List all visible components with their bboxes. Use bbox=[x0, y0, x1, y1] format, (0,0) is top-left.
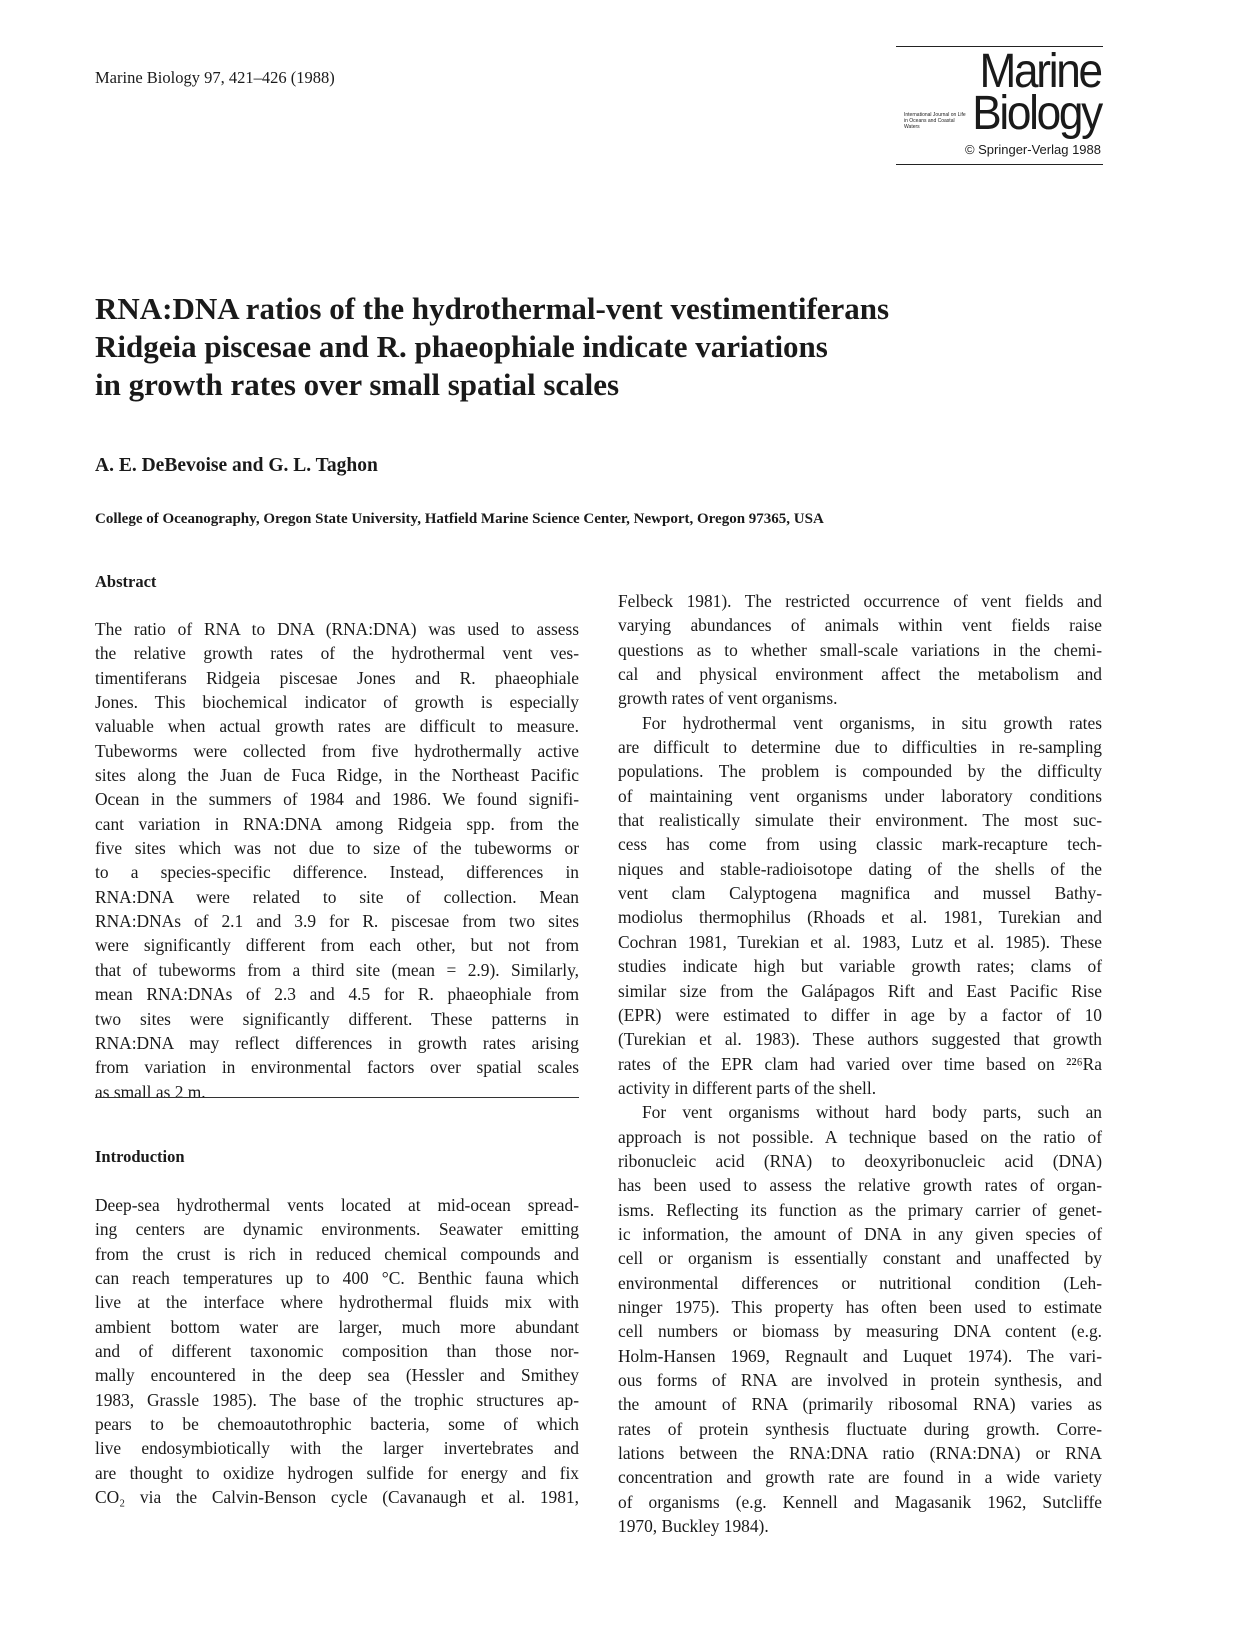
abstract-line: Ocean in the summers of 1984 and 1986. We found signifi- bbox=[95, 789, 579, 810]
logo-rule-bottom bbox=[896, 164, 1103, 165]
abstract-line: Tubeworms were collected from five hydrothermally active bbox=[95, 740, 579, 761]
intro-line: ambient bottom water are larger, much more abundant bbox=[95, 1316, 579, 1337]
intro-line: of organisms (e.g. Kennell and Magasanik 1962, Sutcliffe bbox=[618, 1491, 1102, 1512]
intro-line: studies indicate high but variable growth rates; clams of bbox=[618, 956, 1102, 977]
abstract-line: RNA:DNA may reflect differences in growth rates arising bbox=[95, 1032, 579, 1053]
intro-line: 1983, Grassle 1985). The base of the trophic structures ap- bbox=[95, 1389, 579, 1410]
logo-tagline: International Journal on Life in Oceans and Coastal Waters bbox=[904, 112, 966, 130]
abstract-line: RNA:DNA were related to site of collection. Mean bbox=[95, 886, 579, 907]
intro-line: has been used to assess the relative growth rates of organ- bbox=[618, 1175, 1102, 1196]
intro-line: For vent organisms without hard body parts, such an bbox=[642, 1102, 1102, 1123]
title-line: RNA:DNA ratios of the hydrothermal-vent vestimentiferans bbox=[95, 291, 890, 326]
intro-line: activity in different parts of the shell. bbox=[618, 1077, 877, 1098]
abstract-line: timentiferans Ridgeia piscesae Jones and R. phaeophiale bbox=[95, 667, 579, 688]
intro-line: of maintaining vent organisms under laboratory conditions bbox=[618, 785, 1102, 806]
title-line: in growth rates over small spatial scales bbox=[95, 367, 620, 402]
intro-line: and of different taxonomic composition than those nor- bbox=[95, 1341, 579, 1362]
abstract-line: two sites were significantly different. These patterns in bbox=[95, 1008, 579, 1029]
abstract-line: Jones. This biochemical indicator of growth is especially bbox=[95, 692, 579, 713]
intro-line: rates of protein synthesis fluctuate during growth. Corre- bbox=[618, 1418, 1102, 1439]
intro-line: growth rates of vent organisms. bbox=[618, 688, 838, 709]
paper-title bbox=[95, 290, 1125, 404]
intro-line: cal and physical environment affect the metabolism and bbox=[618, 664, 1102, 685]
introduction-left-column bbox=[95, 1193, 579, 1509]
intro-line: isms. Reflecting its function as the primary carrier of genet- bbox=[618, 1199, 1102, 1220]
intro-line: 1970, Buckley 1984). bbox=[618, 1516, 769, 1537]
intro-line: questions as to whether small-scale variations in the chemi- bbox=[618, 639, 1102, 660]
abstract-line: cant variation in RNA:DNA among Ridgeia spp. from the bbox=[95, 813, 579, 834]
intro-line: ing centers are dynamic environments. Seawater emitting bbox=[95, 1219, 579, 1240]
intro-line: pears to be chemoautothrophic bacteria, some of which bbox=[95, 1414, 579, 1435]
title-line: Ridgeia piscesae and R. phaeophiale indicate variations bbox=[95, 329, 828, 364]
intro-line: ic information, the amount of DNA in any given species of bbox=[618, 1223, 1102, 1244]
intro-line: from the crust is rich in reduced chemical compounds and bbox=[95, 1243, 579, 1264]
intro-line: the amount of RNA (primarily ribosomal RNA) varies as bbox=[618, 1394, 1102, 1415]
abstract-line: the relative growth rates of the hydrothermal vent ves- bbox=[95, 643, 579, 664]
abstract-line: The ratio of RNA to DNA (RNA:DNA) was used to assess bbox=[95, 619, 579, 639]
intro-line: CO₂ via the Calvin-Benson cycle (Cavanaugh et al. 1981, bbox=[95, 1487, 579, 1508]
intro-line: live endosymbiotically with the larger invertebrates and bbox=[95, 1438, 579, 1459]
abstract-line: valuable when actual growth rates are difficult to measure. bbox=[95, 716, 579, 737]
intro-line: Felbeck 1981). The restricted occurrence of vent fields and bbox=[618, 591, 1102, 611]
intro-line: Cochran 1981, Turekian et al. 1983, Lutz et al. 1985). These bbox=[618, 931, 1102, 952]
intro-line: that realistically simulate their environment. The most suc- bbox=[618, 810, 1102, 831]
intro-line: can reach temperatures up to 400 °C. Benthic fauna which bbox=[95, 1268, 579, 1289]
intro-line: ribonucleic acid (RNA) to deoxyribonucleic acid (DNA) bbox=[618, 1150, 1102, 1171]
authors: A. E. DeBevoise and G. L. Taghon bbox=[95, 455, 378, 476]
abstract-line: RNA:DNAs of 2.1 and 3.9 for R. piscesae from two sites bbox=[95, 911, 579, 932]
intro-line: approach is not possible. A technique based on the ratio of bbox=[618, 1126, 1102, 1147]
intro-line: are difficult to determine due to difficulties in re-sampling bbox=[618, 737, 1102, 758]
intro-line: niques and stable-radioisotope dating of the shells of the bbox=[618, 858, 1102, 879]
logo-word-biology: Biology bbox=[972, 87, 1101, 140]
intro-line: Deep-sea hydrothermal vents located at mid-ocean spread- bbox=[95, 1195, 579, 1215]
intro-line: Holm-Hansen 1969, Regnault and Luquet 1974). The vari- bbox=[618, 1345, 1102, 1366]
intro-line: (Turekian et al. 1983). These authors suggested that growth bbox=[618, 1029, 1102, 1050]
abstract-line: from variation in environmental factors over spatial scales bbox=[95, 1057, 579, 1078]
abstract-line: five sites which was not due to size of the tubeworms or bbox=[95, 838, 579, 859]
intro-line: vent clam Calyptogena magnifica and mussel Bathy- bbox=[618, 883, 1102, 904]
intro-line: populations. The problem is compounded by the difficulty bbox=[618, 761, 1102, 782]
abstract-line: that of tubeworms from a third site (mean = 2.9). Similarly, bbox=[95, 959, 579, 980]
intro-line: ninger 1975). This property has often been used to estimate bbox=[618, 1296, 1102, 1317]
intro-line: ous forms of RNA are involved in protein synthesis, and bbox=[618, 1370, 1102, 1390]
abstract-line: as small as 2 m. bbox=[95, 1081, 206, 1102]
intro-line: modiolus thermophilus (Rhoads et al. 1981, Turekian and bbox=[618, 907, 1102, 928]
journal-logo bbox=[896, 46, 1103, 166]
affiliation: College of Oceanography, Oregon State University, Hatfield Marine Science Center, Newport, Oregon 97365, USA bbox=[95, 511, 824, 527]
intro-line: are thought to oxidize hydrogen sulfide for energy and fix bbox=[95, 1462, 579, 1483]
intro-line: cell numbers or biomass by measuring DNA content (e.g. bbox=[618, 1321, 1102, 1342]
intro-line: rates of the EPR clam had varied over time based on ²²⁶Ra bbox=[618, 1053, 1102, 1074]
abstract-body bbox=[95, 617, 579, 1104]
abstract-line: to a species-specific difference. Instead, differences in bbox=[95, 862, 579, 883]
intro-line: cess has come from using classic mark-recapture tech- bbox=[618, 834, 1102, 855]
intro-line: varying abundances of animals within vent fields raise bbox=[618, 615, 1102, 636]
abstract-heading: Abstract bbox=[95, 572, 157, 591]
abstract-line: sites along the Juan de Fuca Ridge, in the Northeast Pacific bbox=[95, 765, 579, 786]
intro-line: live at the interface where hydrothermal fluids mix with bbox=[95, 1292, 579, 1313]
intro-line: similar size from the Galápagos Rift and East Pacific Rise bbox=[618, 980, 1102, 1001]
logo-copyright: © Springer-Verlag 1988 bbox=[964, 142, 1101, 157]
intro-line: For hydrothermal vent organisms, in situ growth rates bbox=[642, 712, 1102, 733]
journal-citation: Marine Biology 97, 421–426 (1988) bbox=[95, 68, 335, 87]
intro-line: cell or organism is essentially constant and unaffected by bbox=[618, 1248, 1102, 1269]
abstract-divider bbox=[95, 1097, 579, 1098]
logo-word-marine: Marine bbox=[979, 45, 1101, 98]
intro-line: environmental differences or nutritional condition (Leh- bbox=[618, 1272, 1102, 1293]
intro-line: mally encountered in the deep sea (Hessler and Smithey bbox=[95, 1365, 579, 1386]
intro-line: concentration and growth rate are found in a wide variety bbox=[618, 1467, 1102, 1488]
intro-line: (EPR) were estimated to differ in age by a factor of 10 bbox=[618, 1004, 1102, 1025]
introduction-heading: Introduction bbox=[95, 1147, 185, 1166]
introduction-right-column bbox=[618, 589, 1102, 1538]
abstract-line: mean RNA:DNAs of 2.3 and 4.5 for R. phaeophiale from bbox=[95, 984, 579, 1005]
intro-line: lations between the RNA:DNA ratio (RNA:DNA) or RNA bbox=[618, 1443, 1102, 1464]
abstract-line: were significantly different from each other, but not from bbox=[95, 935, 579, 956]
